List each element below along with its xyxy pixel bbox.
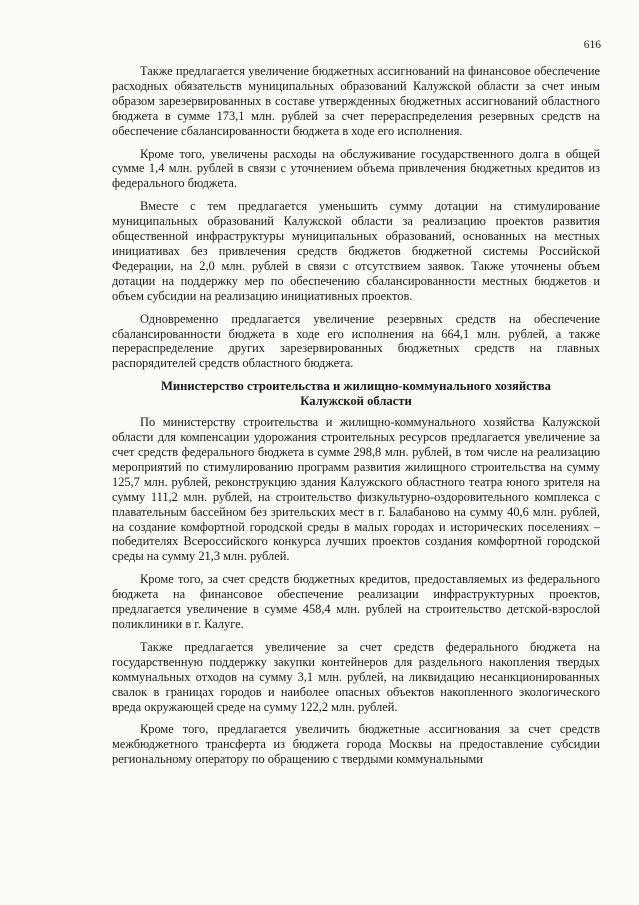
paragraph: Вместе с тем предлагается уменьшить сумму дотации на стимулирование муниципальных образований Калужской области за реализацию проектов развития общественной инфраструктуры муниципальных образований, основанных на местных инициативах без привлечения средств бюджетов бюджетной системы Российской Федерации, на 2,0 млн. рублей в связи с отсутствием заявок. Также уточнены объем дотации на поддержку мер по обеспечению сбалансированности местных бюджетов и объем субсидии на реализацию инициативных проектов. <box>112 199 600 303</box>
paragraph: Одновременно предлагается увеличение резервных средств на обеспечение сбалансированности бюджета в ходе его исполнения на 664,1 млн. рублей, а также перераспределение других зарезервированных бюджетных средств на главных распорядителей средств областного бюджета. <box>112 311 600 371</box>
section-heading-line1: Министерство строительства и жилищно-коммунального хозяйства <box>161 379 551 394</box>
document-body <box>112 64 600 775</box>
paragraph: Также предлагается увеличение за счет средств федерального бюджета на государственную поддержку закупки контейнеров для раздельного накопления твердых коммунальных отходов на сумму 3,1 млн. рублей, на ликвидацию несанкционированных свалок в границах городов и наиболее опасных объектов накопленного экологического вреда окружающей среде на сумму 122,2 млн. рублей. <box>112 639 600 714</box>
paragraph: Кроме того, увеличены расходы на обслуживание государственного долга в общей сумме 1,4 млн. рублей в связи с уточнением объема привлечения бюджетных кредитов из федерального бюджета. <box>112 146 600 191</box>
paragraph: Кроме того, предлагается увеличить бюджетные ассигнования за счет средств межбюджетного трансферта из бюджета города Москвы на предоставление субсидии региональному оператору по обращению с твердыми коммунальными <box>112 722 600 767</box>
paragraph: По министерству строительства и жилищно-коммунального хозяйства Калужской области для компенсации удорожания строительных ресурсов предлагается увеличение за счет средств федерального бюджета в сумме 298,8 млн. рублей, в том числе на реализацию мероприятий по стимулированию программ развития жилищного строительства на сумму 125,7 млн. рублей, реконструкцию здания Калужского областного театра юного зрителя на сумму 111,2 млн. рублей, на строительство физкультурно-оздоровительного комплекса с плавательным бассейном без зрительских мест в г. Балабаново на сумму 40,6 млн. рублей, на создание комфортной городской среды в малых городах и исторических поселениях – победителях Всероссийского конкурса лучших проектов создания комфортной городской среды на сумму 21,3 млн. рублей. <box>112 415 600 564</box>
page-number: 616 <box>583 39 601 51</box>
section-heading <box>112 379 600 409</box>
paragraph: Кроме того, за счет средств бюджетных кредитов, предоставляемых из федерального бюджета на финансовое обеспечение реализации инфраструктурных проектов, предлагается увеличение в сумме 458,4 млн. рублей на строительство детской-взрослой поликлиники в г. Калуге. <box>112 572 600 631</box>
section-heading-line2: Калужской области <box>300 394 412 409</box>
paragraph: Также предлагается увеличение бюджетных ассигнований на финансовое обеспечение расходных обязательств муниципальных образований Калужской области за счет иным образом зарезервированных в составе утвержденных бюджетных ассигнований областного бюджета в сумме 173,1 млн. рублей за счет перераспределения резервных средств на обеспечение сбалансированности бюджета в ходе его исполнения. <box>112 64 600 138</box>
